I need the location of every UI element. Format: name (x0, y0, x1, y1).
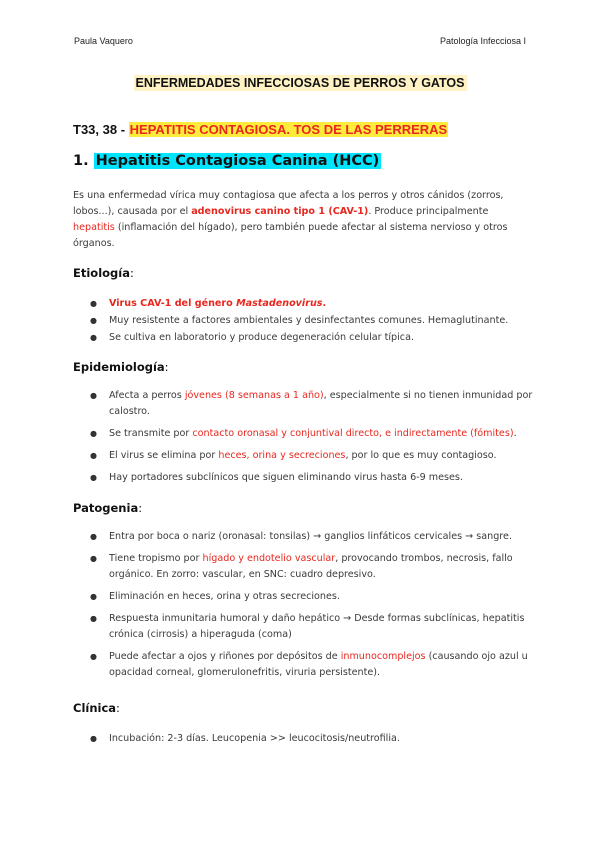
page-header (74, 36, 526, 50)
list-item (73, 731, 533, 747)
bullet-icon: ● (90, 391, 97, 400)
heading-hcc-title: Hepatitis Contagiosa Canina (HCC) (95, 153, 380, 169)
intro-text-5: (inflamación del hígado), pero también puede afectar al sistema nervioso y otros órganos. (73, 222, 508, 249)
document-title (0, 76, 600, 90)
list-item (73, 426, 533, 442)
item-text: Hay portadores subclínicos que siguen eliminando virus hasta 6-9 meses. (109, 472, 463, 483)
bullet-icon: ● (90, 299, 97, 308)
heading-patogenia (73, 501, 142, 515)
section-prefix: T33, 38 - (73, 122, 129, 137)
list-item (73, 551, 533, 583)
list-item (73, 649, 533, 681)
heading-colon: : (138, 501, 143, 515)
heading-epidemiologia-text: Epidemiología (73, 360, 165, 374)
item-highlight: hígado y endotelio vascular (202, 553, 336, 564)
item-text: , por lo que es muy contagioso. (345, 450, 497, 461)
item-text: , provocando trombos, necrosis, fallo orgánico. En zorro: vascular, en SNC: cuadro depresivo. (109, 553, 513, 580)
item-highlight: jóvenes (8 semanas a 1 año) (184, 390, 324, 401)
intro-text-3: . Produce principalmente (368, 206, 489, 217)
list-item (73, 330, 533, 346)
list-item (73, 589, 533, 605)
bullet-icon: ● (90, 333, 97, 342)
bullet-icon: ● (90, 734, 97, 743)
list-item (73, 448, 533, 464)
course-name: Patología Infecciosa I (439, 36, 526, 46)
heading-colon: : (164, 360, 169, 374)
heading-clinica-text: Clínica (73, 701, 117, 715)
item-text: Se cultiva en laboratorio y produce degeneración celular típica. (109, 332, 415, 343)
item-text: Eliminación en heces, orina y otras secreciones. (109, 591, 340, 602)
list-item (73, 470, 533, 486)
bullet-icon: ● (90, 592, 97, 601)
bullet-icon: ● (90, 451, 97, 460)
heading-etiologia-text: Etiología (73, 266, 130, 280)
list-item (73, 529, 533, 545)
list-item (73, 388, 533, 420)
item-text: Afecta a perros (109, 390, 185, 401)
item-highlight: inmunocomplejos (340, 651, 426, 662)
intro-paragraph (73, 188, 533, 252)
item-text: Puede afectar a ojos y riñones por depósitos de (109, 651, 341, 662)
bullet-icon: ● (90, 473, 97, 482)
epidemiologia-list (73, 388, 533, 492)
clinica-list (73, 731, 533, 753)
heading-clinica (73, 701, 120, 715)
bullet-icon: ● (90, 652, 97, 661)
list-item (73, 611, 533, 643)
intro-text-1: Es una enfermedad vírica muy contagiosa que afecta a los perros y otros cánidos (zorros, lobos...), causada por el (73, 190, 504, 217)
item-genus: Mastadenovirus (236, 298, 323, 309)
heading-colon: : (129, 266, 134, 280)
bullet-icon: ● (90, 614, 97, 623)
item-text: (causando ojo azul u opacidad corneal, glomerulonefritis, viruria persistente). (109, 651, 528, 678)
heading-colon: : (116, 701, 120, 715)
intro-highlight-virus: adenovirus canino tipo 1 (CAV-1) (191, 206, 369, 217)
bullet-icon: ● (90, 554, 97, 563)
bullet-icon: ● (90, 429, 97, 438)
item-text: . (322, 298, 327, 309)
item-text: Muy resistente a factores ambientales y desinfectantes comunes. Hemaglutinante. (109, 315, 509, 326)
heading-epidemiologia (73, 360, 169, 374)
heading-hcc (73, 153, 381, 169)
heading-number: 1. (73, 153, 94, 169)
heading-patogenia-text: Patogenia (73, 501, 139, 515)
item-text: Respuesta inmunitaria humoral y daño hepático → Desde formas subclínicas, hepatitis crónica (cirrosis) a hiperaguda (coma) (109, 613, 525, 640)
item-text: Tiene tropismo por (109, 553, 203, 564)
etiologia-list (73, 296, 533, 347)
document-title-text: ENFERMEDADES INFECCIOSAS DE PERROS Y GATOS (135, 76, 465, 90)
item-text: Se transmite por (109, 428, 193, 439)
item-text: . (513, 428, 517, 439)
item-highlight: heces, orina y secreciones (218, 450, 346, 461)
bullet-icon: ● (90, 532, 97, 541)
item-text: Entra por boca o nariz (oronasal: tonsilas) → ganglios linfáticos cervicales → sangre. (109, 531, 512, 542)
intro-highlight-hepatitis: hepatitis (73, 222, 115, 233)
bullet-icon: ● (90, 316, 97, 325)
heading-etiologia (73, 266, 134, 280)
list-item (73, 296, 533, 312)
item-text: Incubación: 2-3 días. Leucopenia >> leucocitosis/neutrofilia. (109, 733, 400, 744)
section-title-highlight: HEPATITIS CONTAGIOSA. TOS DE LAS PERRERAS (129, 122, 448, 137)
patogenia-list (73, 529, 533, 687)
author-name: Paula Vaquero (74, 36, 133, 46)
item-highlight: contacto oronasal y conjuntival directo, e indirectamente (fómites) (192, 428, 514, 439)
section-title (73, 122, 448, 137)
item-text: , especialmente si no tienen inmunidad por calostro. (109, 390, 533, 417)
list-item (73, 313, 533, 329)
item-text: El virus se elimina por (109, 450, 219, 461)
item-text: Virus CAV-1 del género (109, 298, 237, 309)
